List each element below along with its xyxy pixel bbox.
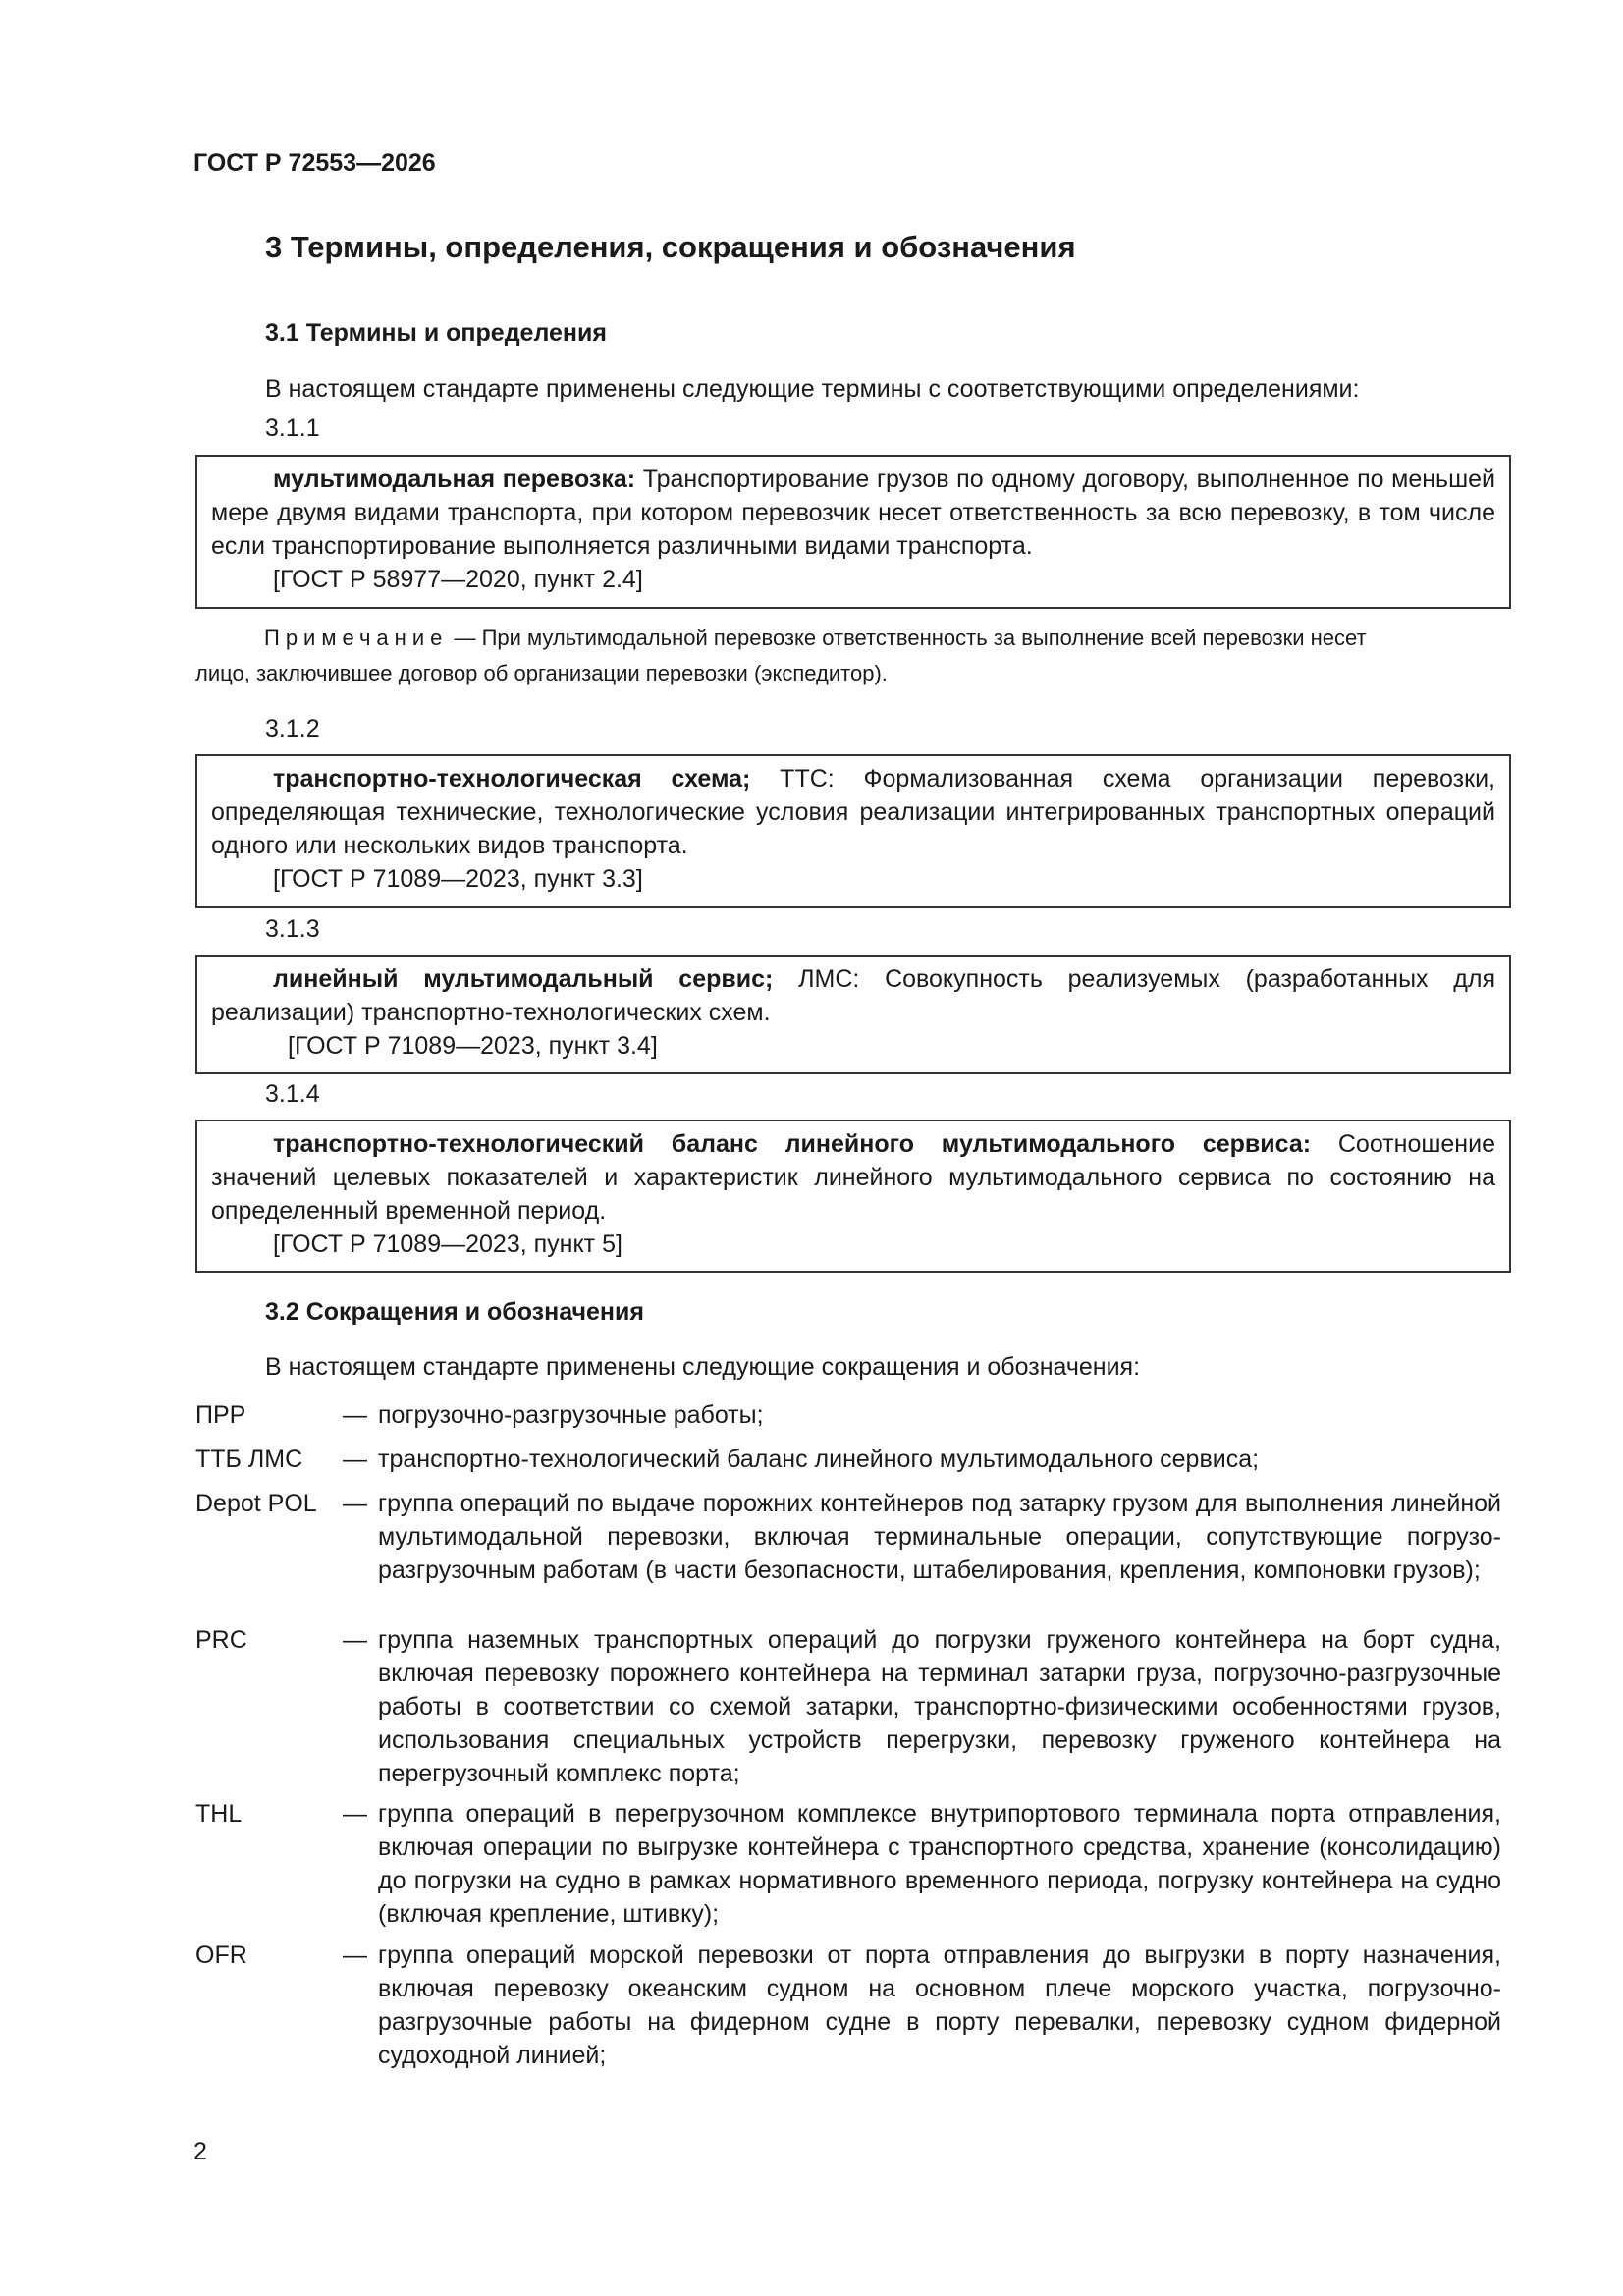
abbreviation-key: Depot POL — [195, 1490, 317, 1517]
abbreviation-key: OFR — [195, 1941, 247, 1969]
term-source: [ГОСТ Р 71089—2023, пункт 5] — [273, 1230, 622, 1258]
page-number: 2 — [193, 2138, 207, 2165]
note-text-continued: лицо, заключившее договор об организации перевозки (экспедитор). — [195, 661, 888, 685]
note — [195, 621, 1511, 691]
abbreviation-row — [195, 1443, 1501, 1476]
term-definition-box — [195, 955, 1511, 1074]
term-definition-text: Соотношение значений целевых показателей и характеристик линейного мультимодального сервиса по состоянию на определенный временной период. — [211, 1130, 1495, 1225]
term-source: [ГОСТ Р 58977—2020, пункт 2.4] — [273, 566, 643, 593]
term-name: линейный мультимодальный сервис; — [273, 965, 774, 993]
term-name: мультимодальная перевозка: — [273, 465, 636, 493]
term-number: 3.1.1 — [265, 414, 320, 442]
abbreviation-text: транспортно-технологический баланс линейного мультимодального сервиса; — [378, 1446, 1260, 1473]
term-source: [ГОСТ Р 71089—2023, пункт 3.4] — [288, 1032, 658, 1060]
term-definition-box — [195, 754, 1511, 908]
abbreviation-dash: — — [343, 1490, 367, 1517]
abbreviation-dash: — — [343, 1626, 367, 1654]
term-definition-box — [195, 1120, 1511, 1273]
intro-paragraph-3-2: В настоящем стандарте применены следующие сокращения и обозначения: — [265, 1353, 1141, 1381]
term-definition — [211, 1127, 1495, 1228]
term-number: 3.1.4 — [265, 1080, 320, 1108]
term-definition-text: ЛМС: Совокупность реализуемых (разработанных для реализации) транспортно-технологических схем. — [211, 965, 1496, 1026]
term-number: 3.1.3 — [265, 915, 320, 943]
abbreviation-key: ТТБ ЛМС — [195, 1446, 303, 1473]
intro-paragraph-3-1: В настоящем стандарте применены следующие термины с соответствующими определениями: — [265, 375, 1360, 403]
abbreviation-row — [195, 1487, 1501, 1587]
abbreviation-text: погрузочно-разгрузочные работы; — [378, 1401, 764, 1429]
note-lead: Примечание — [264, 626, 449, 650]
abbreviation-dash: — — [343, 1800, 367, 1828]
abbreviation-text: группа операций морской перевозки от порта отправления до выгрузки в порту назначения, включая перевозку океанским судном на основном плече морского участка, погрузочно-разгрузочные работы на фидерном судне в порту перевалки, перевозку судном фидерной судоходной линией; — [378, 1941, 1501, 2069]
term-name: транспортно-технологическая схема; — [273, 765, 751, 793]
abbreviation-dash: — — [343, 1941, 367, 1969]
abbreviation-row — [195, 1623, 1501, 1790]
abbreviation-key: THL — [195, 1800, 243, 1828]
abbreviation-text: группа операций в перегрузочном комплексе внутрипортового терминала порта отправления, включая операции по выгрузке контейнера с транспортного средства, хранение (консолидацию) до погрузки на судно в рамках нормативного временного периода, погрузку контейнера на судно (включая крепление, штивку); — [378, 1800, 1501, 1928]
term-definition-text: ТТС: Формализованная схема организации перевозки, определяющая технические, технологические условия реализации интегрированных транспортных операций одного или нескольких видов транспорта. — [211, 765, 1495, 859]
subsection-title-3-2: 3.2 Сокращения и обозначения — [265, 1298, 644, 1326]
term-definition-box — [195, 455, 1511, 609]
abbreviation-text: группа операций по выдаче порожних контейнеров под затарку грузом для выполнения линейной мультимодальной перевозки, включая терминальные операции, сопутствующие погрузо-разгрузочным работам (в части безопасности, штабелирования, крепления, компоновки грузов); — [378, 1490, 1501, 1584]
abbreviation-row — [195, 1398, 1501, 1432]
term-definition-text: Транспортирование грузов по одному договору, выполненное по меньшей мере двумя видами транспорта, при котором перевозчик несет ответственность за всю перевозку, в том числе если транспортирование выполняется различными видами транспорта. — [211, 465, 1495, 560]
term-source: [ГОСТ Р 71089—2023, пункт 3.3] — [273, 865, 643, 893]
abbreviation-row — [195, 1939, 1501, 2072]
term-name: транспортно-технологический баланс линейного мультимодального сервиса: — [273, 1130, 1312, 1158]
term-definition — [211, 762, 1495, 862]
note-text: — При мультимодальной перевозке ответственность за выполнение всей перевозки несет — [448, 626, 1367, 650]
term-number: 3.1.2 — [265, 715, 320, 742]
abbreviation-row — [195, 1797, 1501, 1931]
section-title: 3 Термины, определения, сокращения и обозначения — [265, 230, 1076, 264]
term-definition — [211, 962, 1495, 1029]
abbreviation-dash: — — [343, 1401, 367, 1429]
abbreviation-text: группа наземных транспортных операций до погрузки груженого контейнера на борт судна, включая перевозку порожнего контейнера на терминал затарки груза, погрузочно-разгрузочные работы в соответствии со схемой затарки, транспортно-физическими особенностями грузов, использования специальных устройств перегрузки, перевозку груженого контейнера на перегрузочный комплекс порта; — [378, 1626, 1501, 1787]
abbreviation-dash: — — [343, 1446, 367, 1473]
abbreviation-key: ПРР — [195, 1401, 246, 1429]
document-header: ГОСТ Р 72553—2026 — [193, 149, 436, 177]
subsection-title-3-1: 3.1 Термины и определения — [265, 319, 607, 347]
abbreviation-key: PRC — [195, 1626, 247, 1654]
term-definition — [211, 463, 1495, 563]
